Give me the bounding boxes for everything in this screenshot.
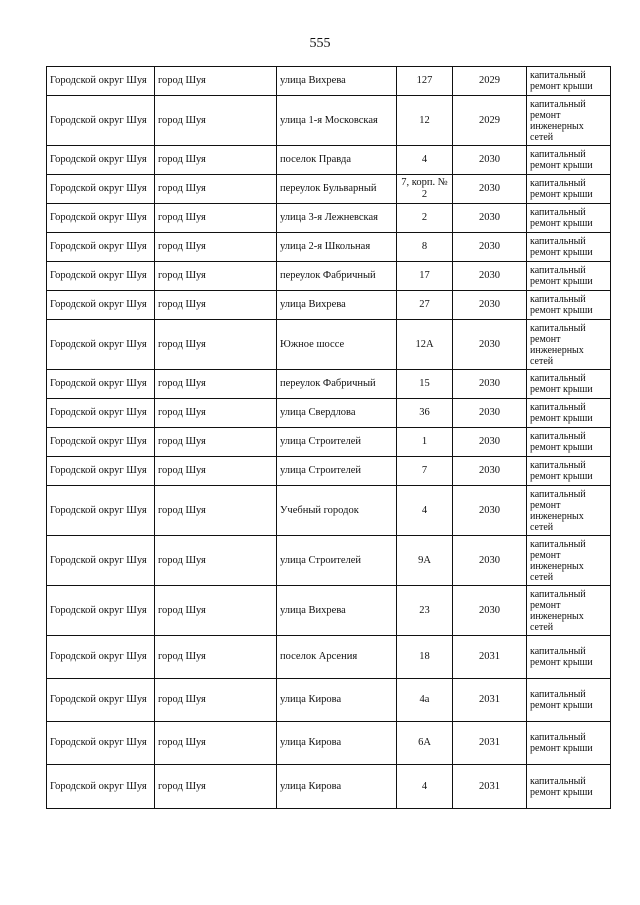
cell-district: Городской округ Шуя — [47, 586, 155, 636]
cell-year: 2030 — [453, 586, 527, 636]
cell-house: 12А — [397, 320, 453, 370]
cell-district: Городской округ Шуя — [47, 175, 155, 204]
cell-district: Городской округ Шуя — [47, 428, 155, 457]
cell-year: 2030 — [453, 428, 527, 457]
table-row — [47, 457, 611, 486]
cell-street: улица Строителей — [277, 428, 397, 457]
cell-work: капитальный ремонт инженерных сетей — [527, 320, 611, 370]
table-row — [47, 320, 611, 370]
table-row — [47, 636, 611, 679]
table-row — [47, 291, 611, 320]
cell-work: капитальный ремонт крыши — [527, 146, 611, 175]
cell-district: Городской округ Шуя — [47, 233, 155, 262]
cell-house: 7, корп. № 2 — [397, 175, 453, 204]
cell-work: капитальный ремонт крыши — [527, 722, 611, 765]
cell-work: капитальный ремонт крыши — [527, 399, 611, 428]
cell-work: капитальный ремонт крыши — [527, 233, 611, 262]
cell-house: 4 — [397, 486, 453, 536]
cell-city: город Шуя — [155, 679, 277, 722]
table-row — [47, 262, 611, 291]
cell-work: капитальный ремонт крыши — [527, 636, 611, 679]
cell-house: 36 — [397, 399, 453, 428]
cell-year: 2030 — [453, 175, 527, 204]
cell-street: улица Строителей — [277, 457, 397, 486]
cell-year: 2029 — [453, 67, 527, 96]
table-row — [47, 586, 611, 636]
cell-district: Городской округ Шуя — [47, 291, 155, 320]
cell-house: 15 — [397, 370, 453, 399]
table-row — [47, 536, 611, 586]
cell-city: город Шуя — [155, 262, 277, 291]
cell-street: улица Вихрева — [277, 586, 397, 636]
cell-year: 2030 — [453, 457, 527, 486]
table-row — [47, 175, 611, 204]
table-row — [47, 67, 611, 96]
cell-house: 12 — [397, 96, 453, 146]
cell-street: улица Кирова — [277, 722, 397, 765]
cell-street: поселок Правда — [277, 146, 397, 175]
cell-year: 2030 — [453, 399, 527, 428]
cell-house: 7 — [397, 457, 453, 486]
table-row — [47, 765, 611, 809]
cell-city: город Шуя — [155, 320, 277, 370]
table-row — [47, 233, 611, 262]
cell-work: капитальный ремонт инженерных сетей — [527, 486, 611, 536]
cell-street: переулок Фабричный — [277, 370, 397, 399]
page-number: 555 — [309, 36, 331, 51]
cell-year: 2031 — [453, 765, 527, 809]
cell-city: город Шуя — [155, 486, 277, 536]
cell-city: город Шуя — [155, 233, 277, 262]
cell-work: капитальный ремонт крыши — [527, 765, 611, 809]
cell-house: 6А — [397, 722, 453, 765]
cell-house: 27 — [397, 291, 453, 320]
cell-district: Городской округ Шуя — [47, 722, 155, 765]
cell-district: Городской округ Шуя — [47, 486, 155, 536]
cell-district: Городской округ Шуя — [47, 96, 155, 146]
cell-city: город Шуя — [155, 175, 277, 204]
table-row — [47, 428, 611, 457]
table-row — [47, 96, 611, 146]
cell-city: город Шуя — [155, 536, 277, 586]
cell-city: город Шуя — [155, 146, 277, 175]
cell-city: город Шуя — [155, 67, 277, 96]
cell-work: капитальный ремонт крыши — [527, 67, 611, 96]
cell-house: 8 — [397, 233, 453, 262]
cell-house: 4а — [397, 679, 453, 722]
cell-street: улица 2-я Школьная — [277, 233, 397, 262]
cell-house: 17 — [397, 262, 453, 291]
cell-work: капитальный ремонт инженерных сетей — [527, 586, 611, 636]
cell-work: капитальный ремонт инженерных сетей — [527, 536, 611, 586]
cell-street: улица Вихрева — [277, 67, 397, 96]
cell-street: улица Строителей — [277, 536, 397, 586]
table-row — [47, 722, 611, 765]
register-table — [46, 66, 611, 809]
cell-year: 2031 — [453, 679, 527, 722]
cell-year: 2031 — [453, 722, 527, 765]
cell-year: 2031 — [453, 636, 527, 679]
table-row — [47, 204, 611, 233]
cell-district: Городской округ Шуя — [47, 399, 155, 428]
cell-city: город Шуя — [155, 457, 277, 486]
cell-year: 2030 — [453, 146, 527, 175]
cell-street: поселок Арсения — [277, 636, 397, 679]
cell-street: улица Кирова — [277, 765, 397, 809]
cell-city: город Шуя — [155, 370, 277, 399]
cell-city: город Шуя — [155, 96, 277, 146]
cell-house: 18 — [397, 636, 453, 679]
cell-city: город Шуя — [155, 428, 277, 457]
cell-street: переулок Бульварный — [277, 175, 397, 204]
cell-year: 2030 — [453, 486, 527, 536]
cell-district: Городской округ Шуя — [47, 679, 155, 722]
cell-city: город Шуя — [155, 291, 277, 320]
cell-street: улица 1-я Московская — [277, 96, 397, 146]
cell-district: Городской округ Шуя — [47, 370, 155, 399]
cell-year: 2030 — [453, 320, 527, 370]
table-row — [47, 370, 611, 399]
table-row — [47, 679, 611, 722]
cell-work: капитальный ремонт крыши — [527, 370, 611, 399]
cell-house: 23 — [397, 586, 453, 636]
cell-house: 1 — [397, 428, 453, 457]
cell-city: город Шуя — [155, 586, 277, 636]
cell-street: улица 3-я Лежневская — [277, 204, 397, 233]
cell-street: Южное шоссе — [277, 320, 397, 370]
cell-year: 2029 — [453, 96, 527, 146]
cell-district: Городской округ Шуя — [47, 765, 155, 809]
cell-district: Городской округ Шуя — [47, 262, 155, 291]
cell-street: Учебный городок — [277, 486, 397, 536]
cell-work: капитальный ремонт крыши — [527, 204, 611, 233]
cell-house: 4 — [397, 146, 453, 175]
cell-year: 2030 — [453, 204, 527, 233]
cell-city: город Шуя — [155, 636, 277, 679]
register-table-body — [47, 67, 611, 809]
cell-work: капитальный ремонт крыши — [527, 679, 611, 722]
cell-year: 2030 — [453, 370, 527, 399]
cell-city: город Шуя — [155, 399, 277, 428]
cell-district: Городской округ Шуя — [47, 636, 155, 679]
cell-house: 4 — [397, 765, 453, 809]
cell-district: Городской округ Шуя — [47, 146, 155, 175]
cell-work: капитальный ремонт крыши — [527, 291, 611, 320]
cell-work: капитальный ремонт крыши — [527, 262, 611, 291]
table-row — [47, 146, 611, 175]
cell-district: Городской округ Шуя — [47, 536, 155, 586]
cell-district: Городской округ Шуя — [47, 67, 155, 96]
cell-street: улица Свердлова — [277, 399, 397, 428]
cell-year: 2030 — [453, 291, 527, 320]
cell-work: капитальный ремонт инженерных сетей — [527, 96, 611, 146]
cell-city: город Шуя — [155, 722, 277, 765]
cell-street: улица Кирова — [277, 679, 397, 722]
cell-work: капитальный ремонт крыши — [527, 428, 611, 457]
cell-street: улица Вихрева — [277, 291, 397, 320]
cell-year: 2030 — [453, 262, 527, 291]
cell-house: 127 — [397, 67, 453, 96]
cell-house: 2 — [397, 204, 453, 233]
cell-city: город Шуя — [155, 765, 277, 809]
cell-work: капитальный ремонт крыши — [527, 457, 611, 486]
cell-district: Городской округ Шуя — [47, 457, 155, 486]
table-row — [47, 486, 611, 536]
table-row — [47, 399, 611, 428]
cell-year: 2030 — [453, 536, 527, 586]
cell-district: Городской округ Шуя — [47, 320, 155, 370]
cell-year: 2030 — [453, 233, 527, 262]
cell-house: 9А — [397, 536, 453, 586]
cell-work: капитальный ремонт крыши — [527, 175, 611, 204]
cell-city: город Шуя — [155, 204, 277, 233]
cell-street: переулок Фабричный — [277, 262, 397, 291]
cell-district: Городской округ Шуя — [47, 204, 155, 233]
